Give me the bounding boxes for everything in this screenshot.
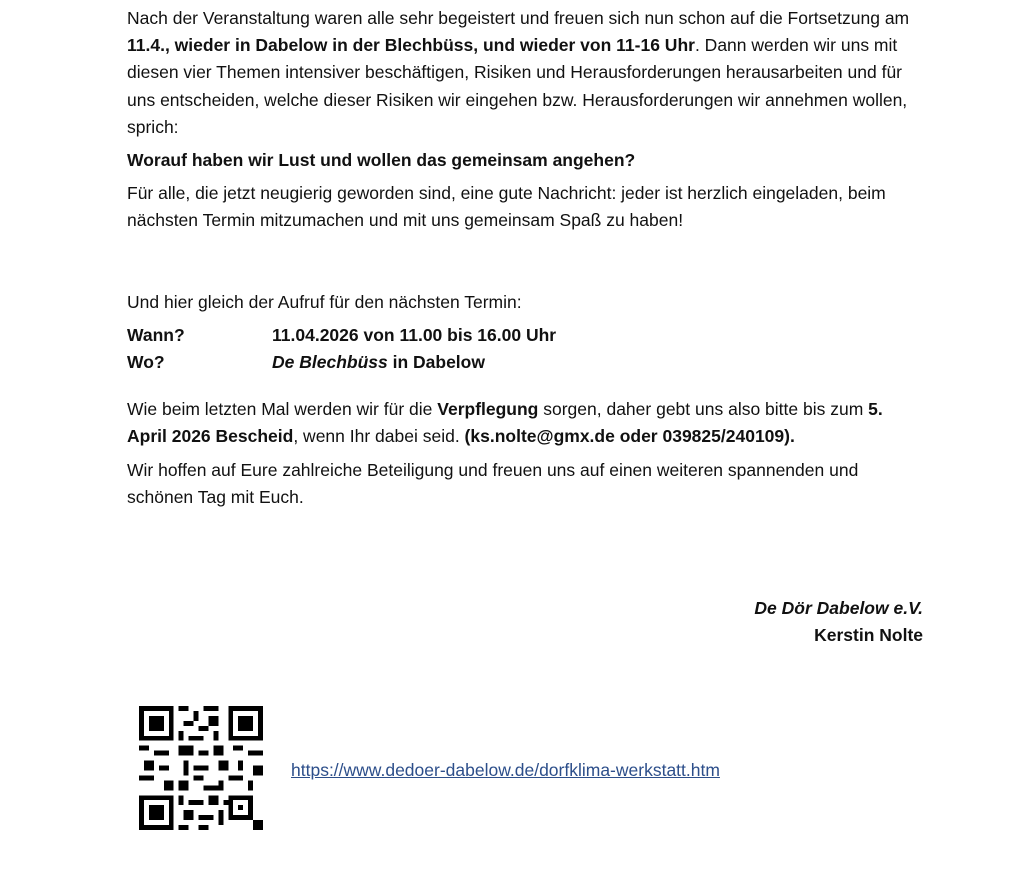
signature-org: De Dör Dabelow e.V. (754, 598, 923, 618)
signature-name: Kerstin Nolte (814, 625, 923, 646)
where-label: Wo? (127, 352, 165, 373)
event-details (127, 322, 923, 376)
callout-paragraph: Und hier gleich der Aufruf für den nächsten Termin: (127, 291, 522, 312)
food-contact: (ks.nolte@gmx.de oder 039825/240109). (464, 426, 795, 447)
food-text-3: , wenn Ihr dabei seid. (293, 426, 465, 447)
intro-paragraph (127, 5, 923, 141)
food-text-2: sorgen, daher gebt uns also bitte bis zum (538, 399, 869, 420)
intro-date-info: 11.4., wieder in Dabelow in der Blechbüss, und wieder von 11-16 Uhr (127, 35, 695, 56)
document-body (127, 5, 923, 646)
invite-paragraph: Für alle, die jetzt neugierig geworden sind, eine gute Nachricht: jeder ist herzlich eingeladen, beim nächsten Termin mitzumachen und mit uns gemeinsam Spaß zu haben! (127, 183, 886, 231)
where-place: in Dabelow (387, 352, 485, 373)
when-label: Wann? (127, 324, 185, 345)
where-row (127, 349, 923, 376)
intro-text-2: . Dann werden wir uns mit diesen vier Themen intensiver beschäftigen, Risiken und Herausforderungen herausarbeiten und für uns entscheiden, welche dieser Risiken wir eingehen bzw. Herausforderungen wir annehmen wollen, sprich: (127, 35, 908, 137)
closing-paragraph: Wir hoffen auf Eure zahlreiche Beteiligung und freuen uns auf einen weiteren spannenden und schönen Tag mit Euch. (127, 459, 859, 507)
where-value (272, 349, 485, 376)
qr-code-icon (139, 706, 263, 830)
intro-text-1: Nach der Veranstaltung waren alle sehr begeistert und freuen sich nun schon auf die Fortsetzung am (127, 8, 910, 28)
food-text-1: Wie beim letzten Mal werden wir für die (127, 399, 438, 420)
signature-block (127, 595, 923, 649)
food-paragraph (127, 396, 923, 450)
when-row (127, 322, 923, 349)
workshop-link[interactable]: https://www.dedoer-dabelow.de/dorfklima-werkstatt.htm (291, 760, 720, 780)
question-heading: Worauf haben wir Lust und wollen das gemeinsam angehen? (127, 150, 636, 171)
when-value: 11.04.2026 von 11.00 bis 16.00 Uhr (272, 324, 557, 345)
where-venue: De Blechbüss (272, 352, 388, 373)
food-deadline: 5. April 2026 Bescheid (127, 399, 883, 447)
food-catering: Verpflegung (437, 399, 539, 420)
